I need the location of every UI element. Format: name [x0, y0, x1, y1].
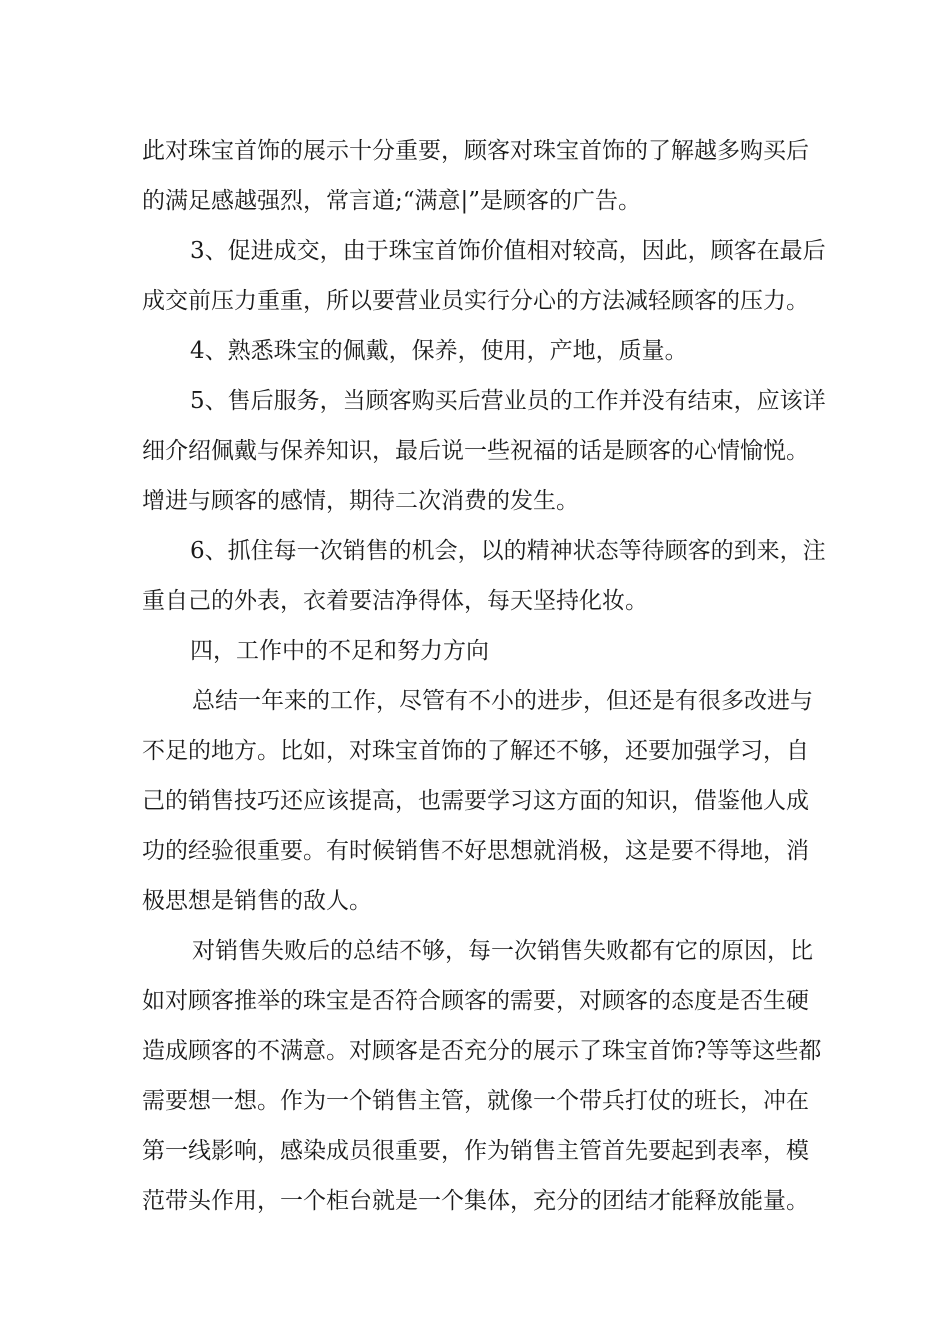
section-heading: 四，工作中的不足和努力方向 [190, 638, 489, 664]
text-line: 造成顾客的不满意。对顾客是否充分的展示了珠宝首饰?等等这些都 [142, 1038, 822, 1064]
text-line: 范带头作用，一个柜台就是一个集体，充分的团结才能释放能量。 [142, 1188, 809, 1214]
text-line: 需要想一想。作为一个销售主管，就像一个带兵打仗的班长，冲在 [142, 1088, 809, 1114]
text-line: 不足的地方。比如，对珠宝首饰的了解还不够，还要加强学习，自 [142, 738, 809, 764]
text-line: 5、售后服务，当顾客购买后营业员的工作并没有结束，应该详 [190, 388, 826, 414]
text-line: 重自己的外表，衣着要洁净得体，每天坚持化妆。 [142, 588, 648, 614]
text-line: 增进与顾客的感情，期待二次消费的发生。 [142, 488, 579, 514]
text-line: 4、熟悉珠宝的佩戴，保养，使用，产地，质量。 [190, 338, 688, 364]
text-line: 对销售失败后的总结不够，每一次销售失败都有它的原因，比 [192, 938, 813, 964]
text-line: 的满足感越强烈，常言道;“满意|”是顾客的广告。 [142, 188, 642, 214]
text-line: 6、抓住每一次销售的机会，以的精神状态等待顾客的到来，注 [190, 538, 826, 564]
text-line: 成交前压力重重，所以要营业员实行分心的方法减轻顾客的压力。 [142, 288, 809, 314]
text-line: 如对顾客推举的珠宝是否符合顾客的需要，对顾客的态度是否生硬 [142, 988, 809, 1014]
text-line: 第一线影响，感染成员很重要，作为销售主管首先要起到表率，模 [142, 1138, 809, 1164]
text-line: 3、促进成交，由于珠宝首饰价值相对较高，因此，顾客在最后 [190, 238, 826, 264]
text-line: 功的经验很重要。有时候销售不好思想就消极，这是要不得地，消 [142, 838, 809, 864]
text-line: 细介绍佩戴与保养知识，最后说一些祝福的话是顾客的心情愉悦。 [142, 438, 809, 464]
text-line: 己的销售技巧还应该提高，也需要学习这方面的知识，借鉴他人成 [142, 788, 809, 814]
text-line: 总结一年来的工作，尽管有不小的进步，但还是有很多改进与 [192, 688, 813, 714]
text-line: 此对珠宝首饰的展示十分重要，顾客对珠宝首饰的了解越多购买后 [142, 138, 809, 164]
text-line: 极思想是销售的敌人。 [142, 888, 372, 914]
